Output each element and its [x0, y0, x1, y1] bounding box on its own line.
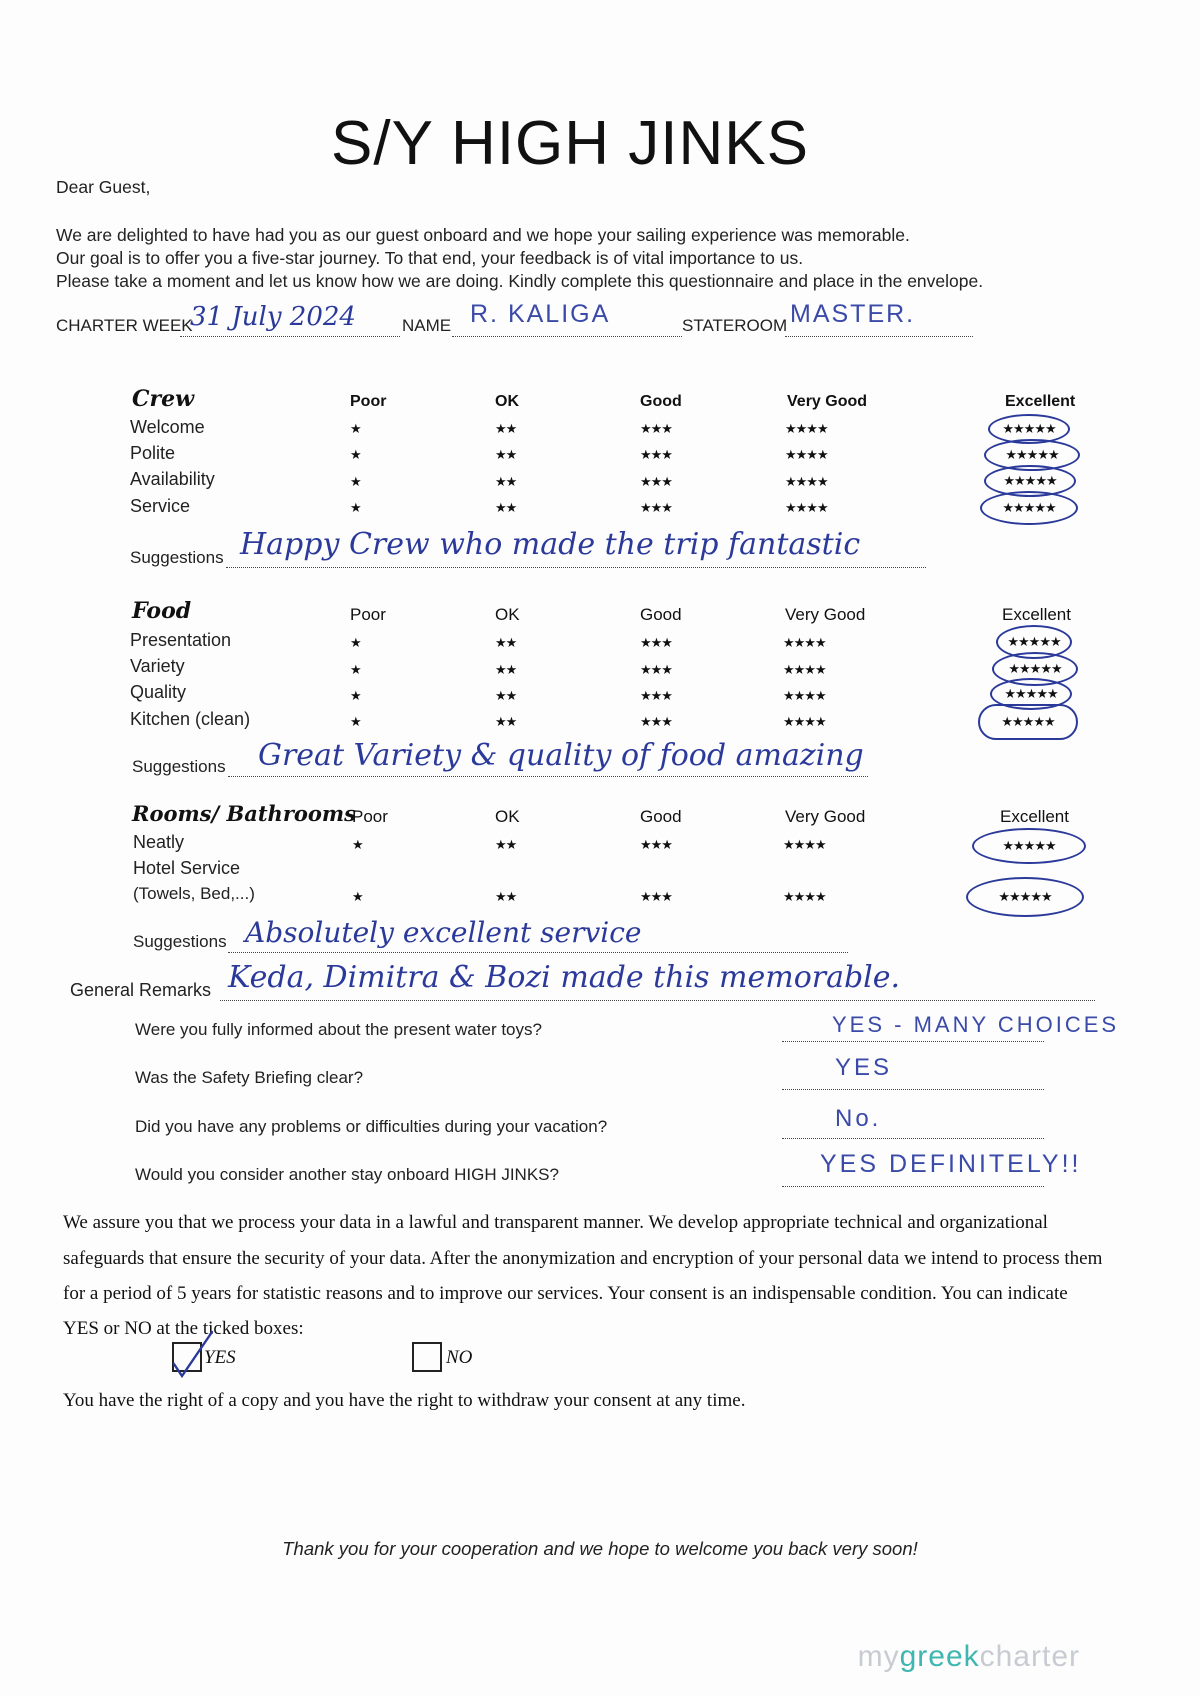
row-label: Kitchen (clean)	[130, 709, 251, 729]
charter-week-label: CHARTER WEEK	[56, 316, 193, 335]
answer-field[interactable]: YES - MANY CHOICES	[832, 1012, 1120, 1037]
row-label: Presentation	[130, 630, 232, 650]
privacy-line-3: for a period of 5 years for statistic reasons and to improve our services. Your consent is an indispensable condition. You can indicate	[63, 1283, 1068, 1304]
rating-poor[interactable]: ★	[352, 889, 363, 904]
rating-poor[interactable]: ★	[350, 474, 361, 489]
crew-col-poor: Poor	[350, 393, 387, 410]
row-label: Service	[130, 496, 191, 516]
rating-ok[interactable]: ★★	[495, 474, 517, 489]
rating-very-good[interactable]: ★★★★	[783, 688, 826, 703]
row-label: Hotel Service	[133, 858, 241, 878]
rating-very-good[interactable]: ★★★★	[785, 500, 828, 515]
rating-good[interactable]: ★★★	[640, 474, 672, 489]
intro-line-3: Please take a moment and let us know how we are doing. Kindly complete this questionnaire and place in the envelope.	[56, 271, 984, 291]
rating-excellent-circled[interactable]	[966, 877, 1084, 917]
rating-poor[interactable]: ★	[350, 688, 361, 703]
rating-ok[interactable]: ★★	[495, 635, 517, 650]
stateroom-field[interactable]: MASTER.	[790, 300, 916, 328]
rating-poor[interactable]: ★	[350, 635, 361, 650]
question-text: Were you fully informed about the present water toys?	[135, 1020, 542, 1039]
question-text: Would you consider another stay onboard HIGH JINKS?	[135, 1165, 559, 1184]
rooms-col-very-good: Very Good	[785, 807, 866, 826]
crew-suggestions-field[interactable]: Happy Crew who made the trip fantastic	[240, 527, 861, 562]
food-section-title: Food	[132, 598, 192, 624]
rating-ok[interactable]: ★★	[495, 447, 517, 462]
greeting: Dear Guest,	[56, 177, 151, 197]
privacy-line-2: safeguards that ensure the security of your data. After the anonymization and encryption of your personal data we intend to process them	[63, 1248, 1103, 1269]
rating-excellent-circled[interactable]	[972, 828, 1086, 864]
rating-ok[interactable]: ★★	[495, 421, 517, 436]
watermark-logo: mygreekcharter	[857, 1640, 1080, 1673]
answer-field[interactable]: No.	[835, 1105, 882, 1132]
rooms-col-excellent: Excellent	[1000, 807, 1069, 826]
rating-excellent: ★★★★★	[1002, 500, 1056, 515]
rating-excellent: ★★★★★	[1002, 421, 1056, 436]
crew-suggestions-label: Suggestions	[130, 548, 224, 567]
rating-good[interactable]: ★★★	[640, 837, 672, 852]
rating-poor[interactable]: ★	[350, 421, 361, 436]
rating-good[interactable]: ★★★	[640, 635, 672, 650]
rating-poor[interactable]: ★	[350, 714, 361, 729]
rating-very-good[interactable]: ★★★★	[785, 421, 828, 436]
rating-poor[interactable]: ★	[352, 837, 363, 852]
intro-line-1: We are delighted to have had you as our guest onboard and we hope your sailing experience was memorable.	[56, 225, 910, 245]
rating-ok[interactable]: ★★	[495, 837, 517, 852]
crew-col-excellent: Excellent	[1005, 393, 1076, 410]
food-suggestions-label: Suggestions	[132, 757, 226, 776]
rating-excellent: ★★★★★	[1001, 714, 1055, 729]
rating-poor[interactable]: ★	[350, 447, 361, 462]
rating-excellent: ★★★★★	[1002, 838, 1056, 853]
crew-col-good: Good	[640, 393, 682, 410]
rating-very-good[interactable]: ★★★★	[783, 662, 826, 677]
rating-poor[interactable]: ★	[350, 662, 361, 677]
row-label: Availability	[130, 469, 215, 489]
rating-excellent: ★★★★★	[1003, 473, 1057, 488]
row-label: Polite	[130, 443, 176, 463]
rating-good[interactable]: ★★★	[640, 889, 672, 904]
rating-very-good[interactable]: ★★★★	[783, 635, 826, 650]
privacy-line-1: We assure you that we process your data in a lawful and transparent manner. We develop appropriate technical and organizational	[63, 1212, 1048, 1233]
crew-col-ok: OK	[495, 393, 519, 410]
rating-excellent: ★★★★★	[998, 889, 1052, 904]
rooms-col-good: Good	[640, 807, 682, 826]
food-col-ok: OK	[495, 605, 520, 624]
rating-excellent: ★★★★★	[1005, 447, 1059, 462]
food-suggestions-field[interactable]: Great Variety & quality of food amazing	[258, 738, 864, 773]
rating-ok[interactable]: ★★	[495, 714, 517, 729]
food-col-excellent: Excellent	[1002, 605, 1071, 624]
crew-col-very-good: Very Good	[787, 393, 868, 410]
rating-ok[interactable]: ★★	[495, 500, 517, 515]
food-col-poor: Poor	[350, 605, 386, 624]
answer-field[interactable]: YES	[835, 1054, 893, 1081]
row-label: Quality	[130, 682, 187, 702]
general-remarks-field[interactable]: Keda, Dimitra & Bozi made this memorable.	[228, 960, 901, 995]
rating-good[interactable]: ★★★	[640, 421, 672, 436]
rooms-suggestions-label: Suggestions	[133, 932, 227, 951]
name-label: NAME	[402, 316, 452, 335]
row-sublabel: (Towels, Bed,...)	[133, 884, 255, 903]
rating-ok[interactable]: ★★	[495, 889, 517, 904]
question-text: Was the Safety Briefing clear?	[135, 1068, 364, 1087]
footer-thanks: Thank you for your cooperation and we hope to welcome you back very soon!	[282, 1538, 918, 1559]
consent-no-checkbox[interactable]	[412, 1342, 442, 1372]
intro-line-2: Our goal is to offer you a five-star journey. To that end, your feedback is of vital importance to us.	[56, 248, 804, 268]
food-col-good: Good	[640, 605, 682, 624]
rating-excellent: ★★★★★	[1007, 634, 1061, 649]
consent-no-label: NO	[446, 1347, 473, 1368]
question-text: Did you have any problems or difficulties during your vacation?	[135, 1117, 608, 1136]
row-label: Welcome	[130, 417, 205, 437]
row-label: Neatly	[133, 832, 185, 852]
rating-excellent-circled[interactable]	[980, 491, 1078, 525]
rooms-section-title: Rooms/ Bathrooms	[132, 801, 356, 826]
name-field[interactable]: R. KALIGA	[470, 300, 611, 328]
rooms-suggestions-field[interactable]: Absolutely excellent service	[245, 916, 642, 949]
rating-excellent: ★★★★★	[1004, 686, 1058, 701]
rating-good[interactable]: ★★★	[640, 662, 672, 677]
rating-excellent: ★★★★★	[1008, 661, 1062, 676]
row-label: Variety	[130, 656, 185, 676]
crew-section-title: Crew	[132, 386, 195, 412]
privacy-line-4: YES or NO at the ticked boxes:	[63, 1318, 304, 1339]
food-col-very-good: Very Good	[785, 605, 866, 624]
rooms-col-poor: Poor	[352, 807, 388, 826]
rooms-col-ok: OK	[495, 807, 520, 826]
rights-text: You have the right of a copy and you have the right to withdraw your consent at any time.	[63, 1390, 746, 1411]
rating-good[interactable]: ★★★	[640, 714, 672, 729]
rating-excellent-circled[interactable]	[978, 704, 1078, 740]
document-title: S/Y HIGH JINKS	[331, 109, 809, 178]
rating-very-good[interactable]: ★★★★	[783, 837, 826, 852]
rating-very-good[interactable]: ★★★★	[785, 474, 828, 489]
rating-ok[interactable]: ★★	[495, 688, 517, 703]
rating-very-good[interactable]: ★★★★	[783, 714, 826, 729]
general-remarks-label: General Remarks	[70, 980, 212, 1000]
rating-very-good[interactable]: ★★★★	[783, 889, 826, 904]
rating-good[interactable]: ★★★	[640, 447, 672, 462]
rating-good[interactable]: ★★★	[640, 500, 672, 515]
rating-very-good[interactable]: ★★★★	[785, 447, 828, 462]
rating-ok[interactable]: ★★	[495, 662, 517, 677]
rating-good[interactable]: ★★★	[640, 688, 672, 703]
answer-field[interactable]: YES DEFINITELY!!	[820, 1150, 1082, 1178]
charter-week-field[interactable]: 31 July 2024	[190, 302, 356, 332]
consent-yes-label: YES	[204, 1347, 236, 1368]
rating-poor[interactable]: ★	[350, 500, 361, 515]
stateroom-label: STATEROOM	[682, 316, 788, 335]
